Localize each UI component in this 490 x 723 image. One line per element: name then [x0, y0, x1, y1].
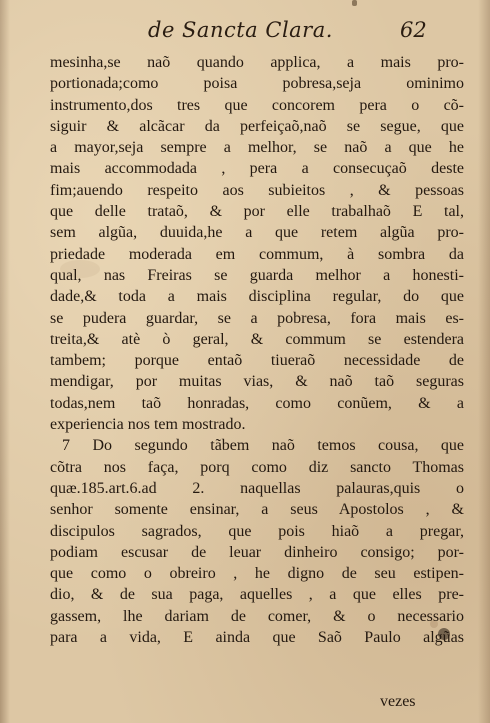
page-number: 62: [400, 18, 427, 42]
body-text: [50, 52, 464, 648]
text-line: cõtra nos faça, porq como diz sancto Thomas: [50, 458, 464, 476]
text-line: treita,& atè ò geral, & commum se estendera: [50, 330, 464, 348]
text-line: se pudera guardar, se a pobresa, fora mais es-: [50, 309, 464, 327]
text-line: mais accommodada , pera a consecuçaõ deste: [50, 160, 464, 178]
text-line: mendigar, por muitas vias, & naõ taõ seguras: [50, 373, 464, 391]
text-line: que como o obreiro , he digno de seu estipen-: [50, 565, 464, 583]
text-line: dio, & de sua paga, aquelles , a que elles pre-: [50, 586, 464, 604]
running-head: de Sancta Clara.: [148, 18, 333, 42]
page-header: [0, 14, 490, 50]
text-line: discipulos sagrados, que pois hiaõ a pregar,: [50, 522, 464, 540]
text-line: dade,& toda a mais disciplina regular, do que: [50, 288, 464, 306]
text-line: para a vida, E ainda que Saõ Paulo algũas: [50, 629, 464, 647]
ink-mark: [352, 0, 357, 6]
text-line: instrumento,dos tres que concorem pera o cõ-: [50, 96, 464, 114]
text-line: priedade moderada em commum, à sombra da: [50, 245, 464, 263]
text-line: todas,nem taõ honradas, como conũem, & a: [50, 394, 464, 412]
text-line: gassem, lhe dariam de comer, & o necessario: [50, 607, 464, 625]
text-line: fim;auendo respeito aos subieitos , & pessoas: [50, 181, 464, 199]
text-line: podiam escusar de leuar dinheiro consigo; por-: [50, 543, 464, 561]
text-line: a mayor,seja sempre a melhor, se naõ a que he: [50, 139, 464, 157]
text-line: mesinha,se naõ quando applica, a mais pro-: [50, 54, 464, 71]
text-line: sem algũa, duuida,he a que retem algũa pro-: [50, 224, 464, 242]
text-line: siguir & alcãcar da perfeiçaõ,naõ se segue, que: [50, 117, 464, 135]
catchword: vezes: [380, 693, 416, 710]
text-line: qual, nas Freiras se guarda melhor a honesti-: [50, 266, 464, 284]
text-line: portionada;como poisa pobresa,seja ominimo: [50, 75, 464, 93]
text-line: tambem; porque entaõ tiueraõ necessidade de: [50, 352, 464, 370]
text-line: senhor somente ensinar, a seus Apostolos , &: [50, 501, 464, 519]
paragraph-start-line: 7 Do segundo tãbem naõ temos cousa, que: [62, 437, 464, 455]
paragraph-end-line: experiencia nos tem mostrado.: [50, 416, 246, 434]
text-line: que delle trataõ, & por elle trabalhaõ E tal,: [50, 203, 464, 221]
text-line: quæ.185.art.6.ad 2. naquellas palauras,quis o: [50, 479, 464, 497]
